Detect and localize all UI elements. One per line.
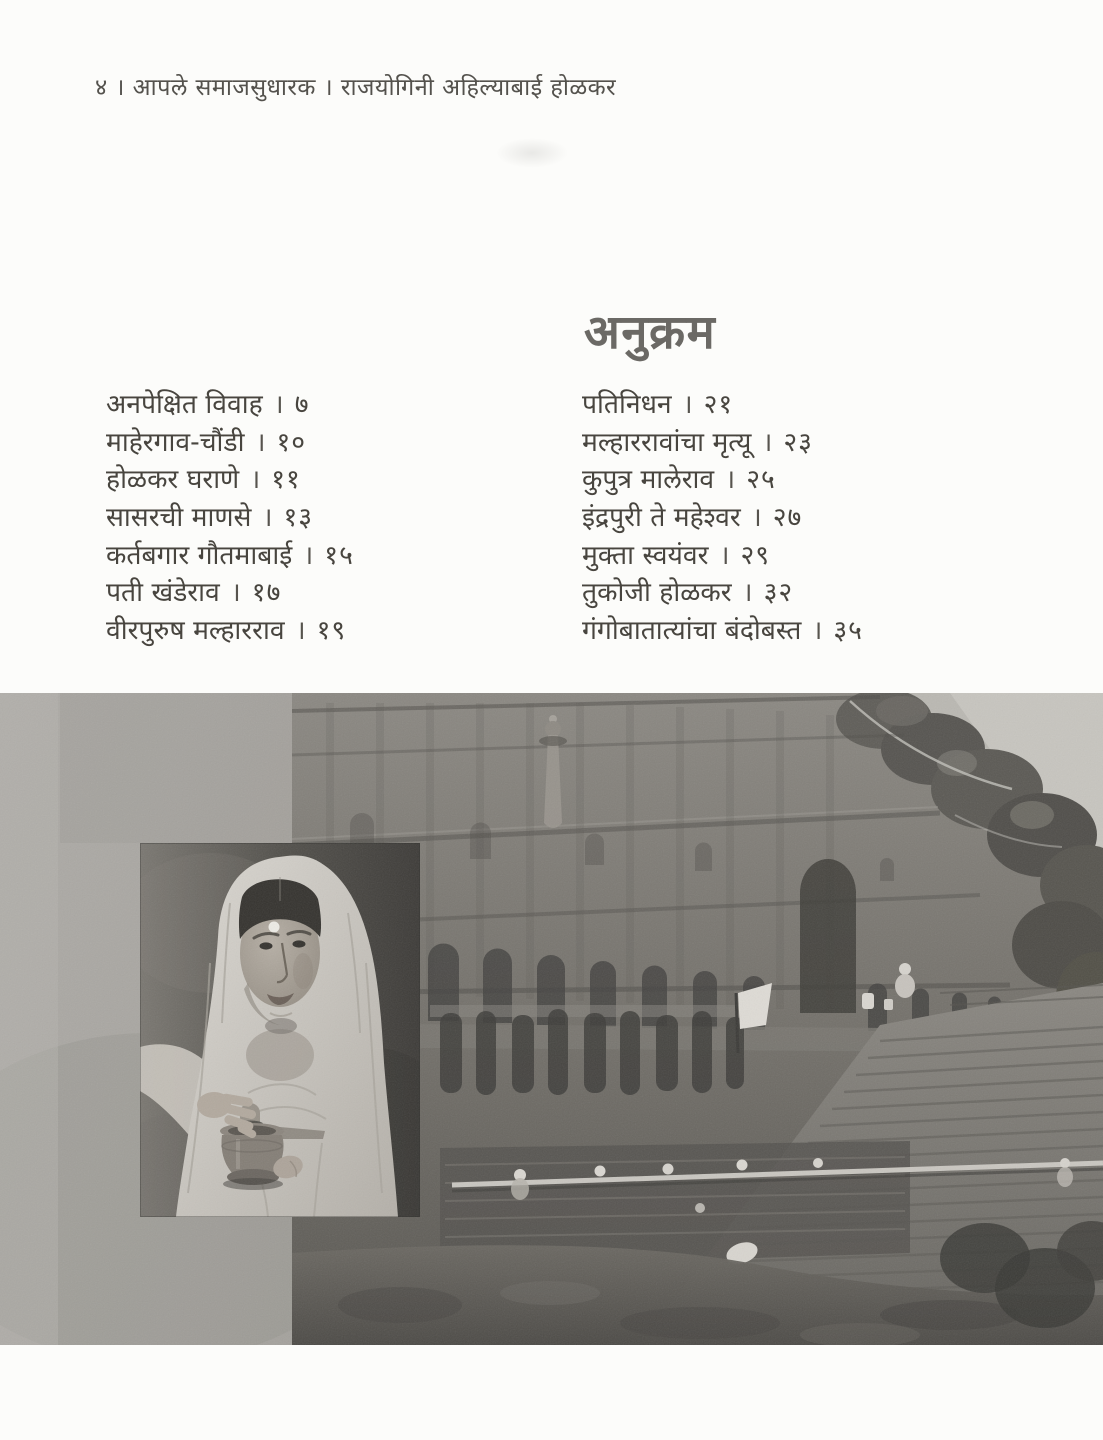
toc-entry-separator: । xyxy=(742,577,753,609)
toc-entry-title: अनपेक्षित विवाह xyxy=(106,388,263,420)
toc-entry-page: २५ xyxy=(746,464,776,496)
toc-entry-separator: । xyxy=(812,614,823,646)
toc-entry-separator: । xyxy=(303,539,314,571)
toc-entry-page: १९ xyxy=(316,614,347,646)
toc-entry-page: २७ xyxy=(772,501,803,533)
toc-entry xyxy=(582,384,863,422)
toc-entry-title: सासरची माणसे xyxy=(106,501,252,533)
toc-entry-separator: । xyxy=(255,426,266,458)
toc-entry xyxy=(106,384,354,422)
toc-entry xyxy=(582,572,863,610)
toc-entry xyxy=(106,459,354,497)
toc-entry xyxy=(582,535,863,573)
toc-entry-title: पती खंडेराव xyxy=(106,577,220,609)
toc-entry-separator: । xyxy=(295,614,306,646)
toc-entry-title: होळकर घराणे xyxy=(106,464,240,496)
toc-entry-title: मुक्ता स्वयंवर xyxy=(582,539,709,571)
toc-entry-separator: । xyxy=(719,539,730,571)
toc-entry-title: मल्हाररावांचा मृत्यू xyxy=(582,426,752,458)
toc-entry-page: ७ xyxy=(294,388,310,420)
toc-entry-separator: । xyxy=(262,501,273,533)
toc-entry-page: २९ xyxy=(740,539,771,571)
toc-entry-page: २३ xyxy=(783,426,813,458)
photo-montage-svg xyxy=(0,693,1103,1345)
toc-entry-page: ३५ xyxy=(833,614,863,646)
toc-entry xyxy=(582,422,863,460)
toc-entry-separator: । xyxy=(751,501,762,533)
toc-left-column xyxy=(106,384,354,648)
toc-entry-separator: । xyxy=(762,426,773,458)
toc-entry-title: तुकोजी होळकर xyxy=(582,577,732,609)
toc-entry xyxy=(582,459,863,497)
toc-entry-page: १३ xyxy=(283,501,314,533)
toc-entry-page: ११ xyxy=(271,464,301,496)
toc-entry-page: १७ xyxy=(251,577,282,609)
toc-entry-page: १५ xyxy=(324,539,354,571)
toc-entry xyxy=(106,610,354,648)
contents-title: अनुक्रम xyxy=(584,305,717,360)
toc-entry-title: इंद्रपुरी ते महेश्वर xyxy=(582,501,741,533)
toc-right-column xyxy=(582,384,863,648)
toc-entry xyxy=(582,610,863,648)
toc-entry-title: वीरपुरुष मल्हारराव xyxy=(106,614,285,646)
toc-entry-separator: । xyxy=(682,388,693,420)
toc-entry-title: माहेरगाव-चौंडी xyxy=(106,426,245,458)
running-header: ४ । आपले समाजसुधारक । राजयोगिनी अहिल्याबाई होळकर xyxy=(95,73,617,101)
scan-grain xyxy=(0,693,1103,1345)
toc-entry-separator: । xyxy=(273,388,284,420)
toc-entry-separator: । xyxy=(250,464,261,496)
toc-entry-separator: । xyxy=(230,577,241,609)
photo-montage xyxy=(0,693,1103,1345)
scan-smudge xyxy=(496,138,568,168)
toc-entry-title: कुपुत्र मालेराव xyxy=(582,464,715,496)
toc-entry-page: ३२ xyxy=(763,577,794,609)
toc-entry-title: कर्तबगार गौतमाबाई xyxy=(106,539,293,571)
toc-entry xyxy=(106,422,354,460)
toc-entry-page: १० xyxy=(276,426,307,458)
toc-entry-separator: । xyxy=(725,464,736,496)
toc-entry-title: पतिनिधन xyxy=(582,388,672,420)
toc-entry xyxy=(106,572,354,610)
toc-entry xyxy=(582,497,863,535)
toc-entry xyxy=(106,535,354,573)
toc-entry xyxy=(106,497,354,535)
toc-entry-title: गंगोबातात्यांचा बंदोबस्त xyxy=(582,614,802,646)
toc-entry-page: २१ xyxy=(703,388,734,420)
